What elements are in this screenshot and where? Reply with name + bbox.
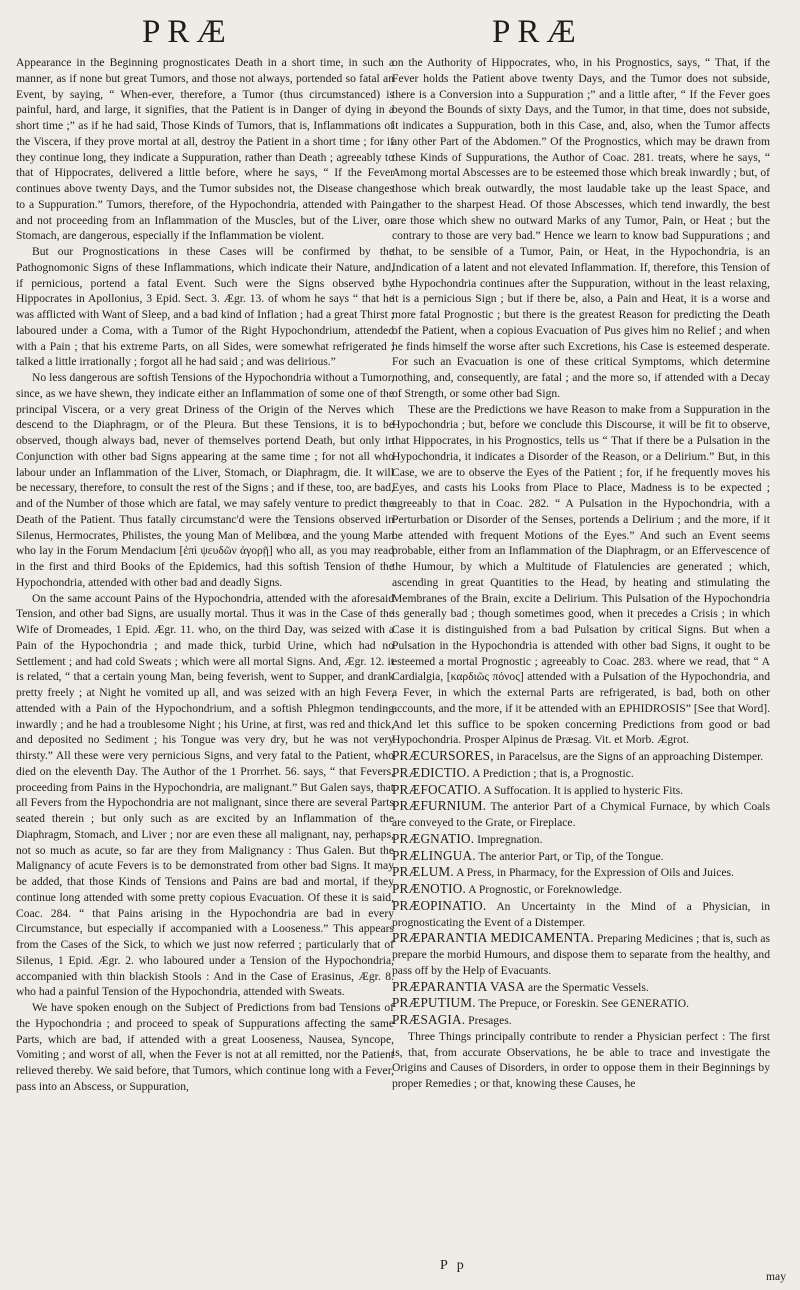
catchword: may bbox=[766, 1270, 786, 1283]
dictionary-entry bbox=[392, 848, 770, 865]
entry-definition: in Paracelsus, are the Signs of an approaching Distemper. bbox=[496, 750, 764, 763]
entry-definition: The anterior Part of a Chymical Furnace, by which Coals are conveyed to the Grate, or Fireplace. bbox=[392, 800, 770, 829]
paragraph: No less dangerous are softish Tensions of the Hypochondria without a Tumor, since, as we have shewn, they indicate either an Inflammation of some one of the principal Viscera, or a very great Driness of the Origin of the Nerves which descend to the Diaphragm, or of the Pleura. But these Tensions, it is to be observed, though always bad, never of themselves portend Death, but only in Conjunction with other bad Signs appearing at the same time ; for not all who labour under an Inflammation of the Liver, Stomach, or Diaphragm, die. It will be necessary, therefore, to consult the rest of the Signs ; and if these, too, are bad, and of the Number of those which are fatal, we may safely venture to predict the Death of the Patient. Thus fatally circumstanc'd were the Tensions observed in Silenus, Hermocrates, Philistes, the young Man of Melibœa, and the young Man who lay in the Forum Mendacium [ἐπὶ ψευδῶν ἀγορῇ] who all, as you may read in the first and third Books of the Epidemics, had this softish Tension of the Hypochondria, attended with other bad and deadly Signs. bbox=[16, 371, 394, 589]
entry-definition: A Prediction ; that is, a Prognostic. bbox=[472, 766, 634, 780]
entry-definition: A Press, in Pharmacy, for the Expression of Oils and Juices. bbox=[456, 866, 734, 880]
dictionary-entry bbox=[392, 1012, 770, 1029]
dictionary-entry bbox=[392, 995, 770, 1012]
dictionary-entry bbox=[392, 881, 770, 898]
paragraph: We have spoken enough on the Subject of Predictions from bad Tensions of the Hypochondria ; and proceed to speak of Suppurations affecting the same Parts, which are bad, if attended with a great Looseness, Nausea, Syncope, Vomiting ; and worst of all, when the Fever is not at all remitted, nor the Patient relieved thereby. We said before, that Tumors, which continue long with a Fever, pass into an Abscess, or Suppuration, bbox=[16, 1001, 394, 1093]
paragraph: These are the Predictions we have Reason to make from a Suppuration in the Hypochondria ; but, before we conclude this Discourse, it will be fit to observe, that Hippocrates, in his Prognostics, tells us “ That if there be a Pulsation in the Hypochondria, it indicates a Disorder of the Reason, or a Delirium.” But, in this Case, we are to observe the Eyes of the Patient ; for, if he frequently moves his Eyes, and casts his Looks from Place to Place, Madness is to be expected ; agreeably to that in Coac. 282. “ A Pulsation in the Hypochondria, with a Perturbation or Disorder of the Senses, portends a Delirium ; and the more, if it be attended with frequent Motions of the Eyes.” And such an Event seems probable, either from an Inflammation of the Diaphragm, or an Effervescence of the Humour, by which a Multitude of Flatulencies are generated ; which, ascending in great Quantities to the Head, by heating and stimulating the Membranes of the Brain, excite a Delirium. This Pulsation of the Hypochondria is generally bad ; though sometimes good, when it precedes a Crisis ; in which Case it is distinguished from a bad Pulsation by critical Signs. But when a Pulsation in the Hypochondria is attended with other bad Signs, it ought to be esteemed a mortal Prognostic ; agreeably to Coac. 283. where we read, that “ A Cardialgia, [καρδιῶς πόνος] attended with a Pulsation of the Hypochondria, and a Fever, in which the external Parts are refrigerated, is bad, both on other accounts, and the more, if it be attended with an EPHIDROSIS” [See that Word]. And let this suffice to be spoken concerning Predictions from good or bad Hypochondria. Prosper Alpinus de Præsag. Vit. et Morb. Ægrot. bbox=[392, 402, 770, 747]
entry-definition: A Prognostic, or Foreknowledge. bbox=[468, 883, 622, 896]
left-column bbox=[16, 55, 394, 1095]
dictionary-entry bbox=[392, 898, 770, 931]
dictionary-entry bbox=[392, 864, 770, 881]
entry-definition: The anterior Part, or Tip, of the Tongue. bbox=[478, 849, 664, 863]
dictionary-entry bbox=[392, 765, 770, 782]
entry-definition: An Uncertainty in the Mind of a Physician, in prognosticating the Event of a Distemper. bbox=[392, 899, 770, 929]
dictionary-entry bbox=[392, 798, 770, 831]
dictionary-entry bbox=[392, 979, 770, 996]
entry-headword: PRÆPARANTIA VASA bbox=[392, 978, 526, 994]
entry-headword: PRÆDICTIO. bbox=[392, 764, 470, 780]
entry-headword: PRÆPUTIUM. bbox=[392, 995, 476, 1011]
entry-headword: PRÆLUM. bbox=[392, 864, 454, 880]
entry-headword: PRÆGNATIO. bbox=[392, 830, 475, 846]
entry-headword: PRÆSAGIA. bbox=[392, 1012, 466, 1027]
entry-headword: PRÆNOTIO. bbox=[392, 881, 466, 896]
paragraph: Appearance in the Beginning prognosticates Death in a short time, in such a manner, as if none but great Tumors, and those not always, portended so fatal an Event, by saying, “ When-ever, therefore, a Tumor (thus circumstanced) is painful, hard, and large, it signifies, that the Patient is in Danger of dying in a short time ;” as if he had said, Those Kinds of Tumors, that is, Inflammations of the Viscera, if they prove mortal at all, destroy the Patient in a short time ; for if they continue long, they indicate a Suppuration, rather than Death ; agreeably to that of Hippocrates, delivered a little before, where he says, “ If the Fever continues above twenty Days, and the Tumor subsides not, the Disease changes to a Suppuration.” Tumors, therefore, of the Hypochondria, attended with Pain, and not proceeding from an Inflammation of the Muscles, but of the Liver, or Stomach, are dangerous, especially if the Inflammation be violent. bbox=[16, 56, 394, 243]
paragraph: on the Authority of Hippocrates, who, in his Prognostics, says, “ That, if the Fever holds the Patient above twenty Days, and the Tumor does not subside, there is a Conversion into a Suppuration ;” and a little after, “ If the Fever goes beyond the Bounds of sixty Days, and the Tumor, in that time, does not subside, it indicates a Suppuration, both in this Case, and, also, when the Tumor affects any other Part of the Abdomen.” Of the Prognostics, which may be drawn from these Kinds of Suppurations, the Author of Coac. 281. treats, where he says, “ Among mortal Abscesses are to be esteemed those which break inwardly ; but, of those which break outwardly, the most laudable take up the least Space, and gather to the sharpest Head. Of those Abscesses, which tend inwardly, the best are those which shew no outward Marks of any Tumor, Pain, or Heat ; but the contrary to those are very bad.” Hence we learn to know bad Suppurations ; and that, to be sensible of a Tumor, Pain, or Heat, in the Hypochondria, is an Indication of a latent and not elevated Inflammation. If, therefore, this Tension of the Hypochondria continues after the Suppuration, without in the least relaxing, it is a pernicious Sign ; but if there be, also, a Pain and Heat, it is a worse and more fatal Prognostic ; but there is the greatest Reason for predicting the Death of the Patient, when a copious Evacuation of Pus gives him no Relief ; and when he finds himself the worse after such Excretions, his Case is esteemed desperate. For such an Evacuation is one of these critical Symptoms, which determine nothing, and, consequently, are fatal ; and the more so, if attended with a Decay of Strength, or some other bad Sign. bbox=[392, 56, 770, 400]
signature-mark: P p bbox=[440, 1258, 467, 1273]
right-column bbox=[392, 55, 770, 1092]
entry-headword: PRÆFOCATIO. bbox=[392, 781, 482, 797]
entry-headword: PRÆOPINATIO. bbox=[392, 897, 487, 913]
entry-headword: PRÆCURSORES, bbox=[392, 748, 494, 763]
paragraph: But our Prognostications in these Cases will be confirmed by the Pathognomonic Signs of these Inflammations, which indicate their Nature, and, if pernicious, portend a fatal Event. Such were the Signs observed by Hippocrates in Apollonius, 3 Epid. Sect. 3. Ægr. 13. of whom he says “ that he was afflicted with Want of Sleep, and a bad kind of Inflation ; had a great Thirst ; laboured under a Coma, with a Tumor of the Right Hypochondrium, attended with a Pain ; that his extreme Parts, on all Sides, were somewhat refrigerated ; talked a little irrationally ; forgot all he had said ; and was delirious.” bbox=[16, 245, 394, 369]
entry-definition: are the Spermatic Vessels. bbox=[527, 980, 649, 994]
entry-headword: PRÆLINGUA. bbox=[392, 847, 476, 863]
entry-definition: Presages. bbox=[468, 1014, 512, 1027]
paragraph: On the same account Pains of the Hypochondria, attended with the aforesaid Tension, and other bad Signs, are usually mortal. Thus it was in the Case of the Wife of Dromeades, 1 Epid. Ægr. 11. who, on the third Day, was seized with a Pain of the Hypochondria ; and made thick, turbid Urine, which had no Settlement ; and had cold Sweats ; which were all mortal Signs. And, Ægr. 12. it is related, “ that a certain young Man, being feverish, went to Supper, and drank pretty freely ; at Night he vomited up all, and was seized with an high Fever, attended with a Pain of the Hypochondrium, and a softish Phlegmon tending inwardly ; and he had a troublesome Night ; his Urine, at first, was red and thick, and deposited no Sediment ; his Tongue was very dry, but he was not very thirsty.” All these were very pernicious Signs, and very fatal to the Patient, who died on the eleventh Day. The Author of the 1 Prorrhet. 56. says, “ that Fevers, proceeding from Pains in the Hypochondria, are malignant.” But Galen says, that all Fevers from the Hypochondria are not malignant, since there are several Parts seated therein ; but only such as are excited by an Inflammation of the Diaphragm, Stomach, and Liver ; nor are even these all malignant, nay, perhaps, not so much as acute, so far are they from Malignancy : Thus Galen. But the Malignancy of acute Fevers is to be demonstrated from other bad Signs. It may be added, that those Kinds of Tensions and Pains are bad and mortal, if they continue long attended with some pretty copious Evacuation. Of these it is said, Coac. 284. “ that Pains arising in the Hypochondria are bad in every Circumstance, but especially if accompanied with a Looseness.” This appears from the Cases of the Sick, to which we just now referred ; particularly that of Silenus, 1 Epid. Ægr. 2. who laboured under a Tension of the Hypochondria, accompanied with thin blackish Stools : And in the Case of Erasinus, Ægr. 8. who had a painful Tension of the Hypochondria, attended with Sweats. bbox=[16, 591, 394, 999]
entry-definition: A Suffocation. It is applied to hysteric Fits. bbox=[483, 783, 684, 797]
entry-definition: Impregnation. bbox=[477, 832, 543, 846]
entry-definition: The Prepuce, or Foreskin. See GENERATIO. bbox=[478, 997, 689, 1011]
entry-definition: Preparing Medicines ; that is, such as prepare the morbid Humours, and dispose them to separate from the healthy, and pass off by the Help of Evacuants. bbox=[392, 932, 771, 977]
entry-headword: PRÆPARANTIA MEDICAMENTA. bbox=[392, 930, 594, 946]
paragraph: Three Things principally contribute to render a Physician perfect : The first is, that, from accurate Observations, he be able to trace and investigate the Origins and Causes of Disorders, in order to oppose them in their Beginnings by proper Remedies ; or that, knowing these Causes, he bbox=[392, 1029, 770, 1090]
running-head-left: PRÆ bbox=[142, 14, 233, 50]
dictionary-entry bbox=[392, 782, 770, 799]
dictionary-entry bbox=[392, 831, 770, 848]
entry-headword: PRÆFURNIUM. bbox=[392, 798, 487, 814]
running-head-right: PRÆ bbox=[492, 14, 583, 50]
dictionary-entry bbox=[392, 748, 770, 765]
dictionary-entry bbox=[392, 930, 770, 978]
